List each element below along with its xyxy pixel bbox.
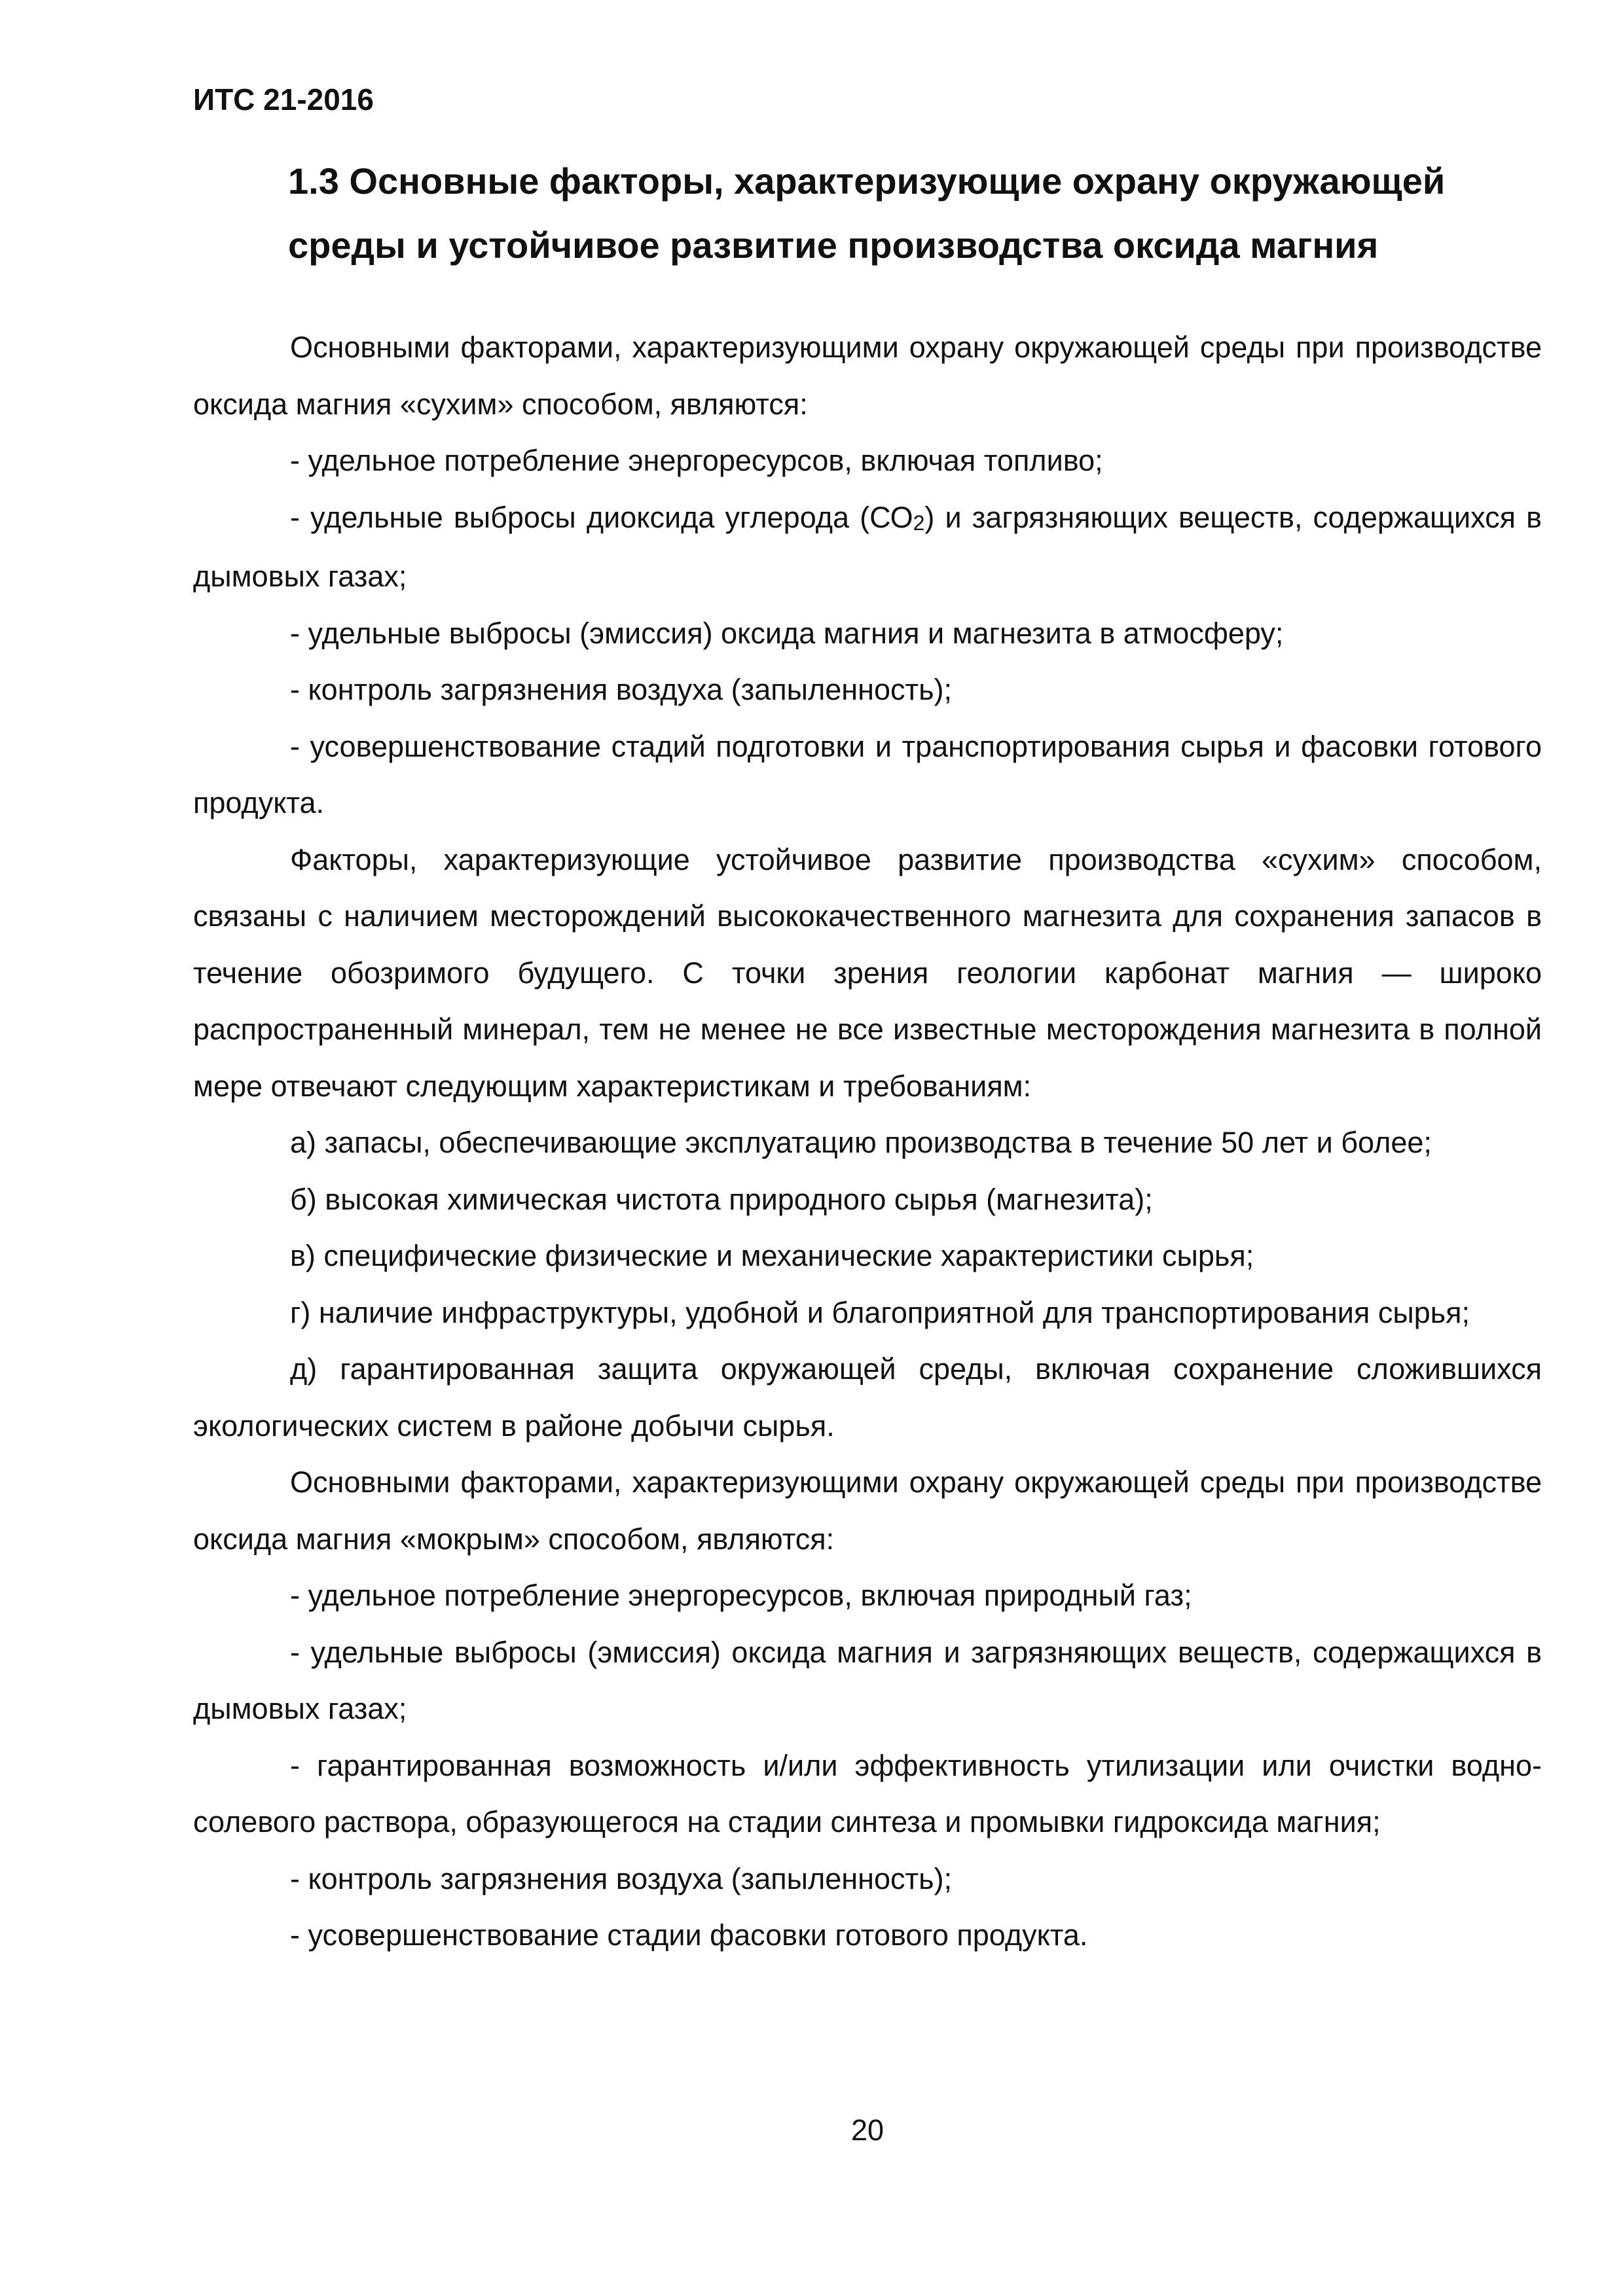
subscript: 2 — [913, 511, 925, 535]
document-code: ИТС 21-2016 — [193, 82, 374, 117]
list-item: - контроль загрязнения воздуха (запыленность); — [290, 1861, 953, 1895]
list-item: - удельные выбросы (эмиссия) оксида магния и загрязняющих веществ, содержащихся в дымовых газах; — [193, 1635, 1542, 1725]
list-item: - усовершенствование стадии фасовки готового продукта. — [290, 1918, 1088, 1952]
list-item — [193, 490, 1542, 605]
paragraph: Основными факторами, характеризующими охрану окружающей среды при производстве оксида магния «мокрым» способом, являются: — [193, 1465, 1542, 1556]
list-item: д) гарантированная защита окружающей среды, включая сохранение сложившихся экологических систем в районе добычи сырья. — [193, 1352, 1542, 1443]
list-item: - контроль загрязнения воздуха (запыленность); — [290, 673, 953, 706]
list-item: г) наличие инфраструктуры, удобной и благоприятной для транспортирования сырья; — [290, 1295, 1470, 1329]
section-title: 1.3 Основные факторы, характеризующие охрану окружающей среды и устойчивое развитие производства оксида магния — [288, 160, 1446, 266]
body-text — [193, 319, 1542, 1964]
list-item: в) специфические физические и механические характеристики сырья; — [290, 1239, 1254, 1272]
list-item: - усовершенствование стадий подготовки и транспортирования сырья и фасовки готового продукта. — [193, 729, 1542, 819]
text-fragment: - удельные выбросы диоксида углерода (СО — [290, 500, 913, 534]
list-item: а) запасы, обеспечивающие эксплуатацию производства в течение 50 лет и более; — [290, 1126, 1432, 1159]
list-item: - удельные выбросы (эмиссия) оксида магния и магнезита в атмосферу; — [290, 616, 1284, 650]
page-number: 20 — [850, 2113, 884, 2147]
list-item: - удельное потребление энергоресурсов, включая природный газ; — [290, 1579, 1192, 1612]
paragraph: Основными факторами, характеризующими охрану окружающей среды при производстве оксида магния «сухим» способом, являются: — [193, 331, 1542, 421]
list-item: - гарантированная возможность и/или эффективность утилизации или очистки водно-солевого раствора, образующегося на стадии синтеза и промывки гидроксида магния; — [193, 1748, 1542, 1839]
paragraph: Факторы, характеризующие устойчивое развитие производства «сухим» способом, связаны с наличием месторождений высококачественного магнезита для сохранения запасов в течение обозримого будущего. С точки зрения геологии карбонат магния — широко распространенный минерал, тем не менее не все известные месторождения магнезита в полной мере отвечают следующим характеристикам и требованиям: — [193, 842, 1542, 1103]
list-item: - удельное потребление энергоресурсов, включая топливо; — [290, 444, 1103, 477]
text-fragment: ) и загрязняющих веществ, содержащихся в дымовых газах; — [193, 500, 1542, 593]
list-item: б) высокая химическая чистота природного сырья (магнезита); — [290, 1182, 1153, 1216]
